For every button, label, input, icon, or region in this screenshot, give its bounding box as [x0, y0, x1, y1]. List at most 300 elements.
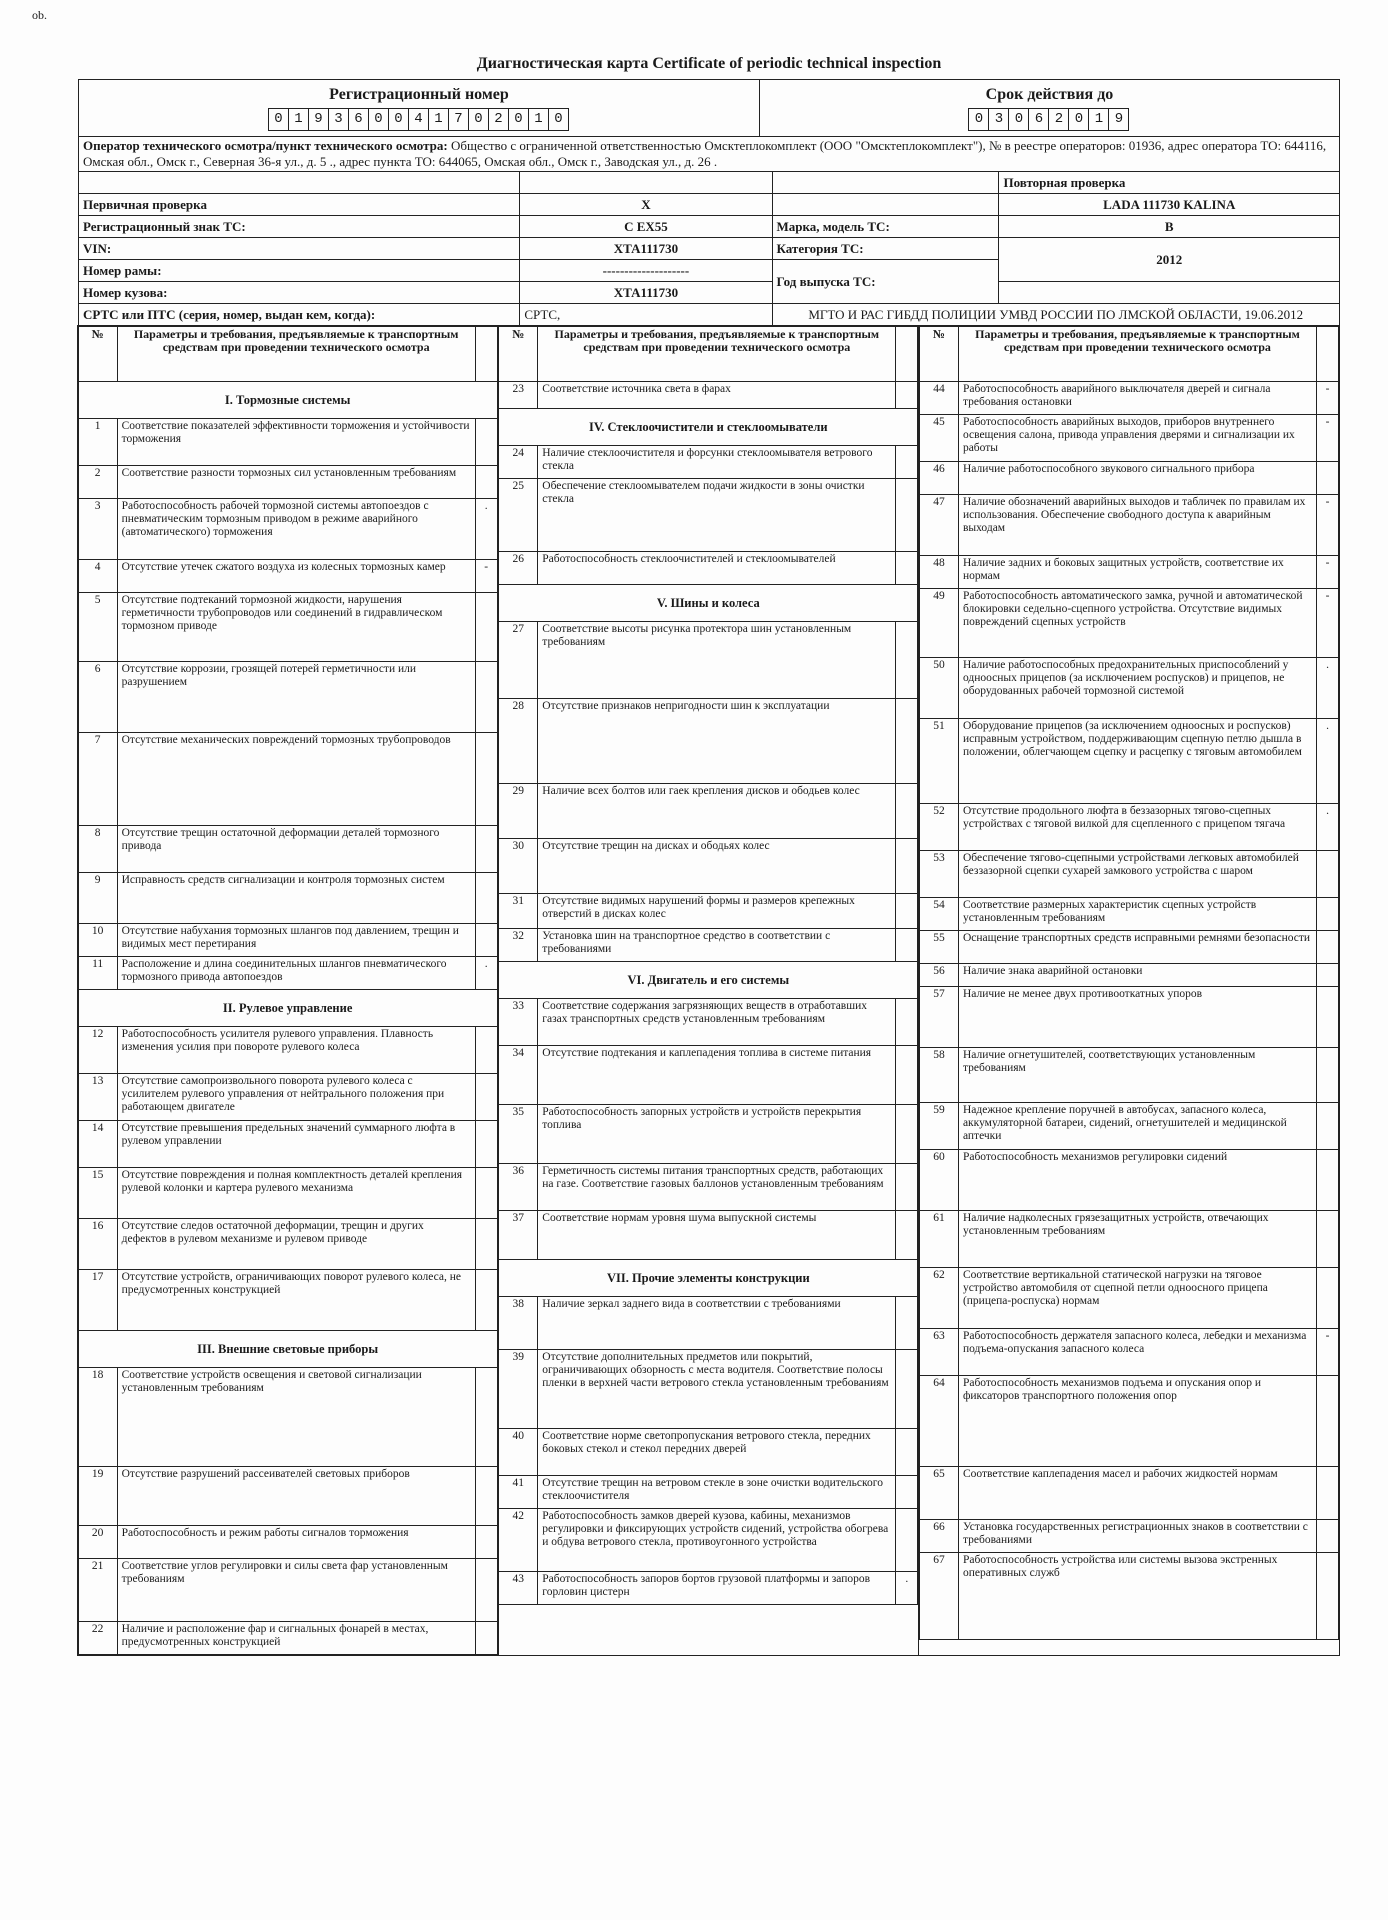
requirement-text: Соответствие разности тормозных сил установленным требованиям [117, 466, 475, 499]
requirement-row [499, 1476, 918, 1509]
requirement-mark [475, 1027, 497, 1074]
requirement-row [499, 622, 918, 699]
requirement-number: 43 [499, 1572, 538, 1605]
requirement-row [78, 466, 497, 499]
requirement-number: 10 [78, 924, 117, 957]
requirement-mark: . [1317, 719, 1339, 804]
requirement-text: Наличие работоспособного звукового сигнального прибора [958, 462, 1316, 495]
requirement-row [919, 1520, 1338, 1553]
requirement-number: 59 [919, 1103, 958, 1150]
requirement-mark [896, 1350, 918, 1429]
requirement-number: 54 [919, 898, 958, 931]
requirement-number: 41 [499, 1476, 538, 1509]
requirement-row [78, 1622, 497, 1655]
requirement-mark: - [1317, 1329, 1339, 1376]
requirement-mark [475, 1467, 497, 1526]
frame-label: Номер рамы: [79, 260, 520, 282]
requirement-text: Работоспособность замков дверей кузова, кабины, механизмов регулировки и фиксирующих устройств сидений, устройства обогрева и обдува ветрового стекла, противоугонного устройства [538, 1509, 896, 1572]
section-row [78, 990, 497, 1027]
requirement-text: Работоспособность аварийных выходов, приборов внутреннего освещения салона, привода управления дверями и сигнализации их работы [958, 415, 1316, 462]
validity-cell [759, 80, 1339, 137]
requirement-mark [475, 419, 497, 466]
category-value: В [999, 216, 1340, 238]
requirement-number: 61 [919, 1211, 958, 1268]
requirement-number: 56 [919, 964, 958, 987]
section-title: I. Тормозные системы [78, 382, 497, 419]
requirement-row [499, 382, 918, 409]
requirement-number: 37 [499, 1211, 538, 1260]
requirement-mark: . [475, 957, 497, 990]
requirement-text: Расположение и длина соединительных шлангов пневматического тормозного привода автопоездов [117, 957, 475, 990]
requirement-text: Работоспособность стеклоочистителей и стеклоомывателей [538, 552, 896, 585]
requirement-number: 11 [78, 957, 117, 990]
requirement-number: 19 [78, 1467, 117, 1526]
requirement-row [78, 1027, 497, 1074]
requirement-mark [1317, 1553, 1339, 1640]
requirement-text: Отсутствие признаков непригодности шин к эксплуатации [538, 699, 896, 784]
section-title: III. Внешние световые приборы [78, 1331, 497, 1368]
requirement-row [919, 1376, 1338, 1467]
reg-sign-value: С ЕХ55 [520, 216, 772, 238]
requirement-text: Отсутствие следов остаточной деформации, трещин и других дефектов в рулевом механизме и рулевом приводе [117, 1219, 475, 1270]
requirement-number: 66 [919, 1520, 958, 1553]
registration-digit: 0 [268, 108, 289, 131]
requirement-mark [1317, 1467, 1339, 1520]
column-header-num: № [78, 327, 117, 382]
requirement-number: 26 [499, 552, 538, 585]
year-value: 2012 [999, 238, 1340, 282]
validity-digit: 0 [968, 108, 989, 131]
requirement-mark [896, 839, 918, 894]
requirement-mark [475, 662, 497, 733]
requirement-row [499, 552, 918, 585]
requirement-mark [475, 1168, 497, 1219]
section-row [78, 382, 497, 419]
corner-mark: ob. [32, 8, 47, 22]
requirement-number: 53 [919, 851, 958, 898]
primary-check-value: X [520, 194, 772, 216]
requirement-row [919, 415, 1338, 462]
requirement-text: Обеспечение тягово-сцепными устройствами легковых автомобилей беззазорной сцепки сухарей замкового устройства с шаром [958, 851, 1316, 898]
requirement-mark [475, 1559, 497, 1622]
requirement-number: 46 [919, 462, 958, 495]
registration-digit: 1 [528, 108, 549, 131]
requirement-mark: - [1317, 415, 1339, 462]
requirement-mark [475, 1368, 497, 1467]
requirement-text: Установка шин на транспортное средство в соответствии с требованиями [538, 929, 896, 962]
requirement-number: 15 [78, 1168, 117, 1219]
requirement-number: 25 [499, 479, 538, 552]
reg-sign-label: Регистрационный знак ТС: [79, 216, 520, 238]
requirement-number: 8 [78, 826, 117, 873]
section-title: V. Шины и колеса [499, 585, 918, 622]
requirement-row [919, 1467, 1338, 1520]
validity-digit: 0 [1008, 108, 1029, 131]
requirement-number: 35 [499, 1105, 538, 1164]
requirement-number: 39 [499, 1350, 538, 1429]
column-header-mark [475, 327, 497, 382]
requirement-mark [1317, 462, 1339, 495]
registration-label: Регистрационный номер [329, 85, 509, 103]
requirement-row [78, 419, 497, 466]
requirement-number: 22 [78, 1622, 117, 1655]
requirement-mark [896, 1105, 918, 1164]
requirement-text: Соответствие содержания загрязняющих веществ в отработавших газах транспортных средств установленным требованиям [538, 999, 896, 1046]
requirement-text: Отсутствие подтекания и каплепадения топлива в системе питания [538, 1046, 896, 1105]
requirement-row [78, 1121, 497, 1168]
requirement-text: Оборудование прицепов (за исключением одноосных и роспусков) исправным устройством, поддерживающим сцепную петлю дышла в положении, облегчающем сцепку и расцепку с тяговым автомобилем [958, 719, 1316, 804]
column-header-mark [1317, 327, 1339, 382]
requirement-mark [896, 479, 918, 552]
requirement-row [78, 560, 497, 593]
requirement-mark [475, 873, 497, 924]
validity-digit: 1 [1088, 108, 1109, 131]
requirement-row [78, 1168, 497, 1219]
requirement-mark [896, 1211, 918, 1260]
requirement-text: Отсутствие разрушений рассеивателей световых приборов [117, 1467, 475, 1526]
registration-digit: 2 [488, 108, 509, 131]
brand-value: LADA 111730 KALINA [999, 194, 1340, 216]
requirement-text: Отсутствие механических повреждений тормозных трубопроводов [117, 733, 475, 826]
requirement-text: Отсутствие повреждения и полная комплектность деталей крепления рулевой колонки и картера рулевого механизма [117, 1168, 475, 1219]
requirement-text: Герметичность системы питания транспортных средств, работающих на газе. Соответствие газовых баллонов установленным требованиям [538, 1164, 896, 1211]
requirement-mark [896, 894, 918, 929]
category-label: Категория ТС: [772, 238, 999, 260]
requirement-mark [475, 924, 497, 957]
operator-text: Общество с ограниченной ответственностью Омсктеплокомплект (ООО "Омсктеплокомплект"), № в реестре операторов: 01936, адрес оператора ТО: 644116, Омская обл., Омск г., Северная 36-я ул., д. 5 ., адрес пункта ТО: 644065, Омская обл., Омск г., Заводская ул., д. 26 . [83, 138, 1327, 169]
section-row [499, 409, 918, 446]
requirement-text: Наличие стеклоочистителя и форсунки стеклоомывателя ветрового стекла [538, 446, 896, 479]
requirement-text: Отсутствие продольного люфта в беззазорных тягово-сцепных устройствах с тяговой вилкой для сцепленного с прицепом тягача [958, 804, 1316, 851]
requirement-mark: . [1317, 804, 1339, 851]
requirement-row [919, 462, 1338, 495]
requirement-mark: - [475, 560, 497, 593]
requirement-number: 62 [919, 1268, 958, 1329]
requirements-column-3 [918, 325, 1340, 1656]
requirement-number: 30 [499, 839, 538, 894]
requirement-number: 14 [78, 1121, 117, 1168]
requirement-mark [1317, 898, 1339, 931]
requirement-text: Наличие обозначений аварийных выходов и табличек по правилам их использования. Обеспечение свободного доступа к аварийным выходам [958, 495, 1316, 556]
validity-digit: 6 [1028, 108, 1049, 131]
requirement-mark [475, 1622, 497, 1655]
requirement-text: Соответствие углов регулировки и силы света фар установленным требованиям [117, 1559, 475, 1622]
requirement-text: Отсутствие превышения предельных значений суммарного люфта в рулевом управлении [117, 1121, 475, 1168]
section-title: IV. Стеклоочистители и стеклоомыватели [499, 409, 918, 446]
requirement-row [78, 1219, 497, 1270]
requirement-row [499, 1429, 918, 1476]
requirement-text: Наличие огнетушителей, соответствующих установленным требованиям [958, 1048, 1316, 1103]
requirement-text: Наличие знака аварийной остановки [958, 964, 1316, 987]
requirement-mark [896, 1509, 918, 1572]
doc-label: СРТС или ПТС (серия, номер, выдан кем, когда): [79, 304, 520, 326]
requirement-text: Отсутствие самопроизвольного поворота рулевого колеса с усилителем рулевого управления от нейтрального положения при работающем двигателе [117, 1074, 475, 1121]
requirement-row [919, 804, 1338, 851]
requirement-number: 42 [499, 1509, 538, 1572]
requirement-row [919, 1211, 1338, 1268]
requirement-row [919, 719, 1338, 804]
requirement-number: 32 [499, 929, 538, 962]
operator-label: Оператор технического осмотра/пункт технического осмотра: [83, 138, 448, 153]
requirement-number: 57 [919, 987, 958, 1048]
requirement-number: 23 [499, 382, 538, 409]
body-label: Номер кузова: [79, 282, 520, 304]
requirement-mark [1317, 987, 1339, 1048]
requirement-mark: . [1317, 658, 1339, 719]
operator-cell [79, 137, 1340, 172]
requirement-number: 1 [78, 419, 117, 466]
requirement-text: Соответствие вертикальной статической нагрузки на тяговое устройство автомобиля от сцепной петли одноосного прицепа (прицепа-роспуска) нормам [958, 1268, 1316, 1329]
requirement-number: 4 [78, 560, 117, 593]
validity-digit: 2 [1048, 108, 1069, 131]
requirement-text: Установка государственных регистрационных знаков в соответствии с требованиями [958, 1520, 1316, 1553]
primary-check-text: Первичная проверка [83, 196, 207, 212]
requirement-number: 12 [78, 1027, 117, 1074]
requirement-row [78, 873, 497, 924]
requirement-text: Оснащение транспортных средств исправными ремнями безопасности [958, 931, 1316, 964]
requirement-text: Наличие не менее двух противооткатных упоров [958, 987, 1316, 1048]
requirement-row [499, 1164, 918, 1211]
requirement-mark [896, 784, 918, 839]
requirement-row [78, 957, 497, 990]
requirement-number: 36 [499, 1164, 538, 1211]
doc-value: МГТО И РАС ГИБДД ПОЛИЦИИ УМВД РОССИИ ПО ЛМСКОЙ ОБЛАСТИ, 19.06.2012 [772, 304, 1339, 326]
requirement-number: 45 [919, 415, 958, 462]
frame-value: -------------------- [520, 260, 772, 282]
requirement-number: 47 [919, 495, 958, 556]
registration-digit: 3 [328, 108, 349, 131]
requirement-mark [475, 1526, 497, 1559]
doc-type: СРТС, [520, 304, 772, 326]
requirement-row [919, 495, 1338, 556]
requirement-mark [896, 699, 918, 784]
requirement-number: 31 [499, 894, 538, 929]
requirement-mark [896, 622, 918, 699]
header-table [78, 79, 1340, 137]
registration-digit: 1 [288, 108, 309, 131]
requirement-text: Соответствие показателей эффективности торможения и устойчивости торможения [117, 419, 475, 466]
requirement-number: 63 [919, 1329, 958, 1376]
requirement-row [78, 826, 497, 873]
requirement-mark [475, 466, 497, 499]
validity-digits [764, 108, 1335, 131]
requirement-text: Исправность средств сигнализации и контроля тормозных систем [117, 873, 475, 924]
section-row [499, 962, 918, 999]
requirement-mark [1317, 1150, 1339, 1211]
requirement-text: Соответствие источника света в фарах [538, 382, 896, 409]
inspection-sheet [78, 55, 1340, 1656]
requirement-number: 28 [499, 699, 538, 784]
page-title: Диагностическая карта Certificate of periodic technical inspection [476, 55, 942, 72]
requirement-mark [1317, 931, 1339, 964]
registration-digit: 0 [508, 108, 529, 131]
requirement-number: 3 [78, 499, 117, 560]
requirement-text: Работоспособность механизмов подъема и опускания опор и фиксаторов транспортного положения опор [958, 1376, 1316, 1467]
registration-digit: 4 [408, 108, 429, 131]
requirement-text: Работоспособность аварийного выключателя дверей и сигнала требования остановки [958, 382, 1316, 415]
requirement-row [78, 1467, 497, 1526]
requirement-mark [896, 1429, 918, 1476]
requirement-mark [1317, 1103, 1339, 1150]
requirement-row [499, 929, 918, 962]
requirement-text: Отсутствие трещин на дисках и ободьях колес [538, 839, 896, 894]
requirement-number: 51 [919, 719, 958, 804]
requirement-number: 24 [499, 446, 538, 479]
requirement-mark [896, 929, 918, 962]
requirement-mark: . [896, 1572, 918, 1605]
requirement-text: Отсутствие видимых нарушений формы и размеров крепежных отверстий в дисках колес [538, 894, 896, 929]
requirement-row [499, 1105, 918, 1164]
requirement-number: 21 [78, 1559, 117, 1622]
requirement-mark: - [1317, 589, 1339, 658]
requirement-text: Работоспособность устройства или системы вызова экстренных оперативных служб [958, 1553, 1316, 1640]
registration-digit: 1 [428, 108, 449, 131]
requirement-text: Наличие зеркал заднего вида в соответствии с требованиями [538, 1297, 896, 1350]
registration-cell [79, 80, 760, 137]
requirement-row [919, 931, 1338, 964]
section-title: VII. Прочие элементы конструкции [499, 1260, 918, 1297]
registration-digit: 9 [308, 108, 329, 131]
requirement-text: Соответствие норме светопропускания ветрового стекла, передних боковых стекол и стекол передних дверей [538, 1429, 896, 1476]
requirement-text: Отсутствие набухания тормозных шлангов под давлением, трещин и видимых мест перетирания [117, 924, 475, 957]
requirement-mark [475, 1121, 497, 1168]
requirement-mark: - [1317, 495, 1339, 556]
requirement-mark [1317, 1376, 1339, 1467]
requirement-text: Работоспособность усилителя рулевого управления. Плавность изменения усилия при повороте рулевого колеса [117, 1027, 475, 1074]
requirement-row [919, 1329, 1338, 1376]
requirement-text: Работоспособность рабочей тормозной системы автопоездов с пневматическим тормозным приводом в режиме аварийного (автоматического) торможения [117, 499, 475, 560]
column-header-num: № [499, 327, 538, 382]
column-header-num: № [919, 327, 958, 382]
requirement-number: 60 [919, 1150, 958, 1211]
requirement-text: Работоспособность держателя запасного колеса, лебедки и механизма подъема-опускания запасного колеса [958, 1329, 1316, 1376]
registration-digits [83, 108, 755, 131]
validity-label: Срок действия до [985, 85, 1114, 103]
requirement-mark [475, 733, 497, 826]
column-header-params: Параметры и требования, предъявляемые к транспортным средствам при проведении технического осмотра [117, 327, 475, 382]
section-row [499, 1260, 918, 1297]
requirement-text: Соответствие каплепадения масел и рабочих жидкостей нормам [958, 1467, 1316, 1520]
requirement-row [78, 593, 497, 662]
requirement-row [919, 589, 1338, 658]
column-header-mark [896, 327, 918, 382]
requirement-row [499, 1509, 918, 1572]
requirement-row [919, 556, 1338, 589]
requirement-number: 50 [919, 658, 958, 719]
requirement-mark [1317, 1520, 1339, 1553]
column-header-params: Параметры и требования, предъявляемые к транспортным средствам при проведении технического осмотра [538, 327, 896, 382]
section-row [78, 1331, 497, 1368]
requirement-row [919, 851, 1338, 898]
requirement-row [919, 1103, 1338, 1150]
requirement-text: Соответствие высоты рисунка протектора шин установленным требованиям [538, 622, 896, 699]
section-row [499, 585, 918, 622]
requirement-text: Работоспособность автоматического замка, ручной и автоматической блокировки седельно-сцепного устройства. Отсутствие видимых повреждений сцепных устройств [958, 589, 1316, 658]
requirement-mark [475, 1074, 497, 1121]
requirement-row [78, 1368, 497, 1467]
registration-digit: 0 [468, 108, 489, 131]
requirement-row [499, 1046, 918, 1105]
requirement-row [499, 1297, 918, 1350]
requirement-text: Работоспособность запоров бортов грузовой платформы и запоров горловин цистерн [538, 1572, 896, 1605]
requirement-number: 5 [78, 593, 117, 662]
requirement-row [78, 499, 497, 560]
vin-value: ХТА111730 [520, 238, 772, 260]
requirement-text: Надежное крепление поручней в автобусах, запасного колеса, аккумуляторной батареи, сидений, огнетушителей и медицинской аптечки [958, 1103, 1316, 1150]
requirement-number: 27 [499, 622, 538, 699]
vin-label: VIN: [79, 238, 520, 260]
repeat-check-label: Повторная проверка [999, 172, 1340, 194]
requirement-number: 29 [499, 784, 538, 839]
requirement-number: 6 [78, 662, 117, 733]
requirement-text: Соответствие устройств освещения и световой сигнализации установленным требованиям [117, 1368, 475, 1467]
requirement-number: 58 [919, 1048, 958, 1103]
requirement-row [78, 1559, 497, 1622]
requirement-text: Работоспособность и режим работы сигналов торможения [117, 1526, 475, 1559]
requirement-mark [1317, 1211, 1339, 1268]
requirement-mark [896, 1164, 918, 1211]
requirement-mark [896, 1046, 918, 1105]
year-label: Год выпуска ТС: [772, 260, 999, 304]
requirement-row [78, 733, 497, 826]
requirement-row [919, 964, 1338, 987]
requirement-mark [896, 552, 918, 585]
requirement-number: 20 [78, 1526, 117, 1559]
requirement-mark [896, 1476, 918, 1509]
requirement-row [499, 699, 918, 784]
requirement-number: 17 [78, 1270, 117, 1331]
requirement-mark [1317, 851, 1339, 898]
requirement-row [919, 1150, 1338, 1211]
requirement-number: 33 [499, 999, 538, 1046]
requirement-mark [896, 382, 918, 409]
registration-digit: 7 [448, 108, 469, 131]
requirement-text: Наличие задних и боковых защитных устройств, соответствие их нормам [958, 556, 1316, 589]
requirement-row [78, 924, 497, 957]
requirement-row [499, 839, 918, 894]
requirement-row [919, 1048, 1338, 1103]
validity-digit: 3 [988, 108, 1009, 131]
requirement-number: 9 [78, 873, 117, 924]
requirement-mark: . [475, 499, 497, 560]
requirement-row [919, 1268, 1338, 1329]
requirement-mark [1317, 964, 1339, 987]
requirement-mark [896, 446, 918, 479]
requirement-mark [475, 826, 497, 873]
validity-digit: 9 [1108, 108, 1129, 131]
requirement-number: 49 [919, 589, 958, 658]
registration-digit: 0 [388, 108, 409, 131]
requirement-text: Соответствие размерных характеристик сцепных устройств установленным требованиям [958, 898, 1316, 931]
requirement-text: Обеспечение стеклоомывателем подачи жидкости в зоны очистки стекла [538, 479, 896, 552]
requirement-text: Отсутствие трещин остаточной деформации деталей тормозного привода [117, 826, 475, 873]
requirement-number: 48 [919, 556, 958, 589]
requirement-row [919, 898, 1338, 931]
section-title: II. Рулевое управление [78, 990, 497, 1027]
requirement-mark [475, 1219, 497, 1270]
requirement-text: Отсутствие дополнительных предметов или покрытий, ограничивающих обзорность с места водителя. Соответствие полосы пленки в верхней части ветрового стекла установленным требованиям [538, 1350, 896, 1429]
section-title: VI. Двигатель и его системы [499, 962, 918, 999]
requirement-number: 7 [78, 733, 117, 826]
requirements-grid [78, 325, 1340, 1656]
requirement-row [499, 894, 918, 929]
primary-check-label [79, 194, 520, 216]
registration-digit: 0 [368, 108, 389, 131]
requirement-row [78, 1526, 497, 1559]
requirement-mark [896, 1297, 918, 1350]
requirement-row [499, 479, 918, 552]
requirement-row [499, 1350, 918, 1429]
